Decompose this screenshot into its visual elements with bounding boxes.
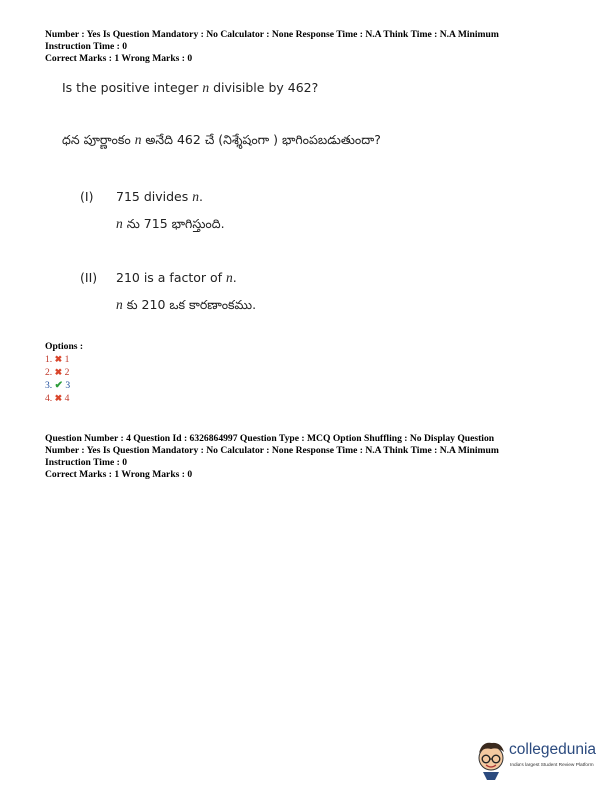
meta-line: Number : Yes Is Question Mandatory : No Calculator : None Response Time : N.A Think Time : N.A Minimum — [45, 445, 499, 456]
statement-1-label: (I) — [80, 189, 94, 204]
variable-n: n — [202, 80, 210, 95]
options-heading: Options : — [45, 341, 84, 352]
variable-n: n — [226, 270, 233, 285]
question-meta — [45, 29, 575, 65]
meta-line: Question Number : 4 Question Id : 6326864997 Question Type : MCQ Option Shuffling : No Display Question — [45, 433, 495, 444]
question-telugu: ధన పూర్ణాంకం n అనేది 462 చే (నిశ్శేషంగా ) భాగింపబడుతుందా? — [62, 132, 381, 147]
next-question-meta — [45, 433, 575, 481]
variable-n: n — [192, 189, 199, 204]
cross-icon: ✖ — [54, 367, 63, 377]
option-4: 4. ✖ 4 — [45, 393, 70, 404]
statement-2-telugu: n కు 210 ఒక కారణాంకము. — [116, 297, 257, 312]
option-1: 1. ✖ 1 — [45, 354, 70, 365]
cross-icon: ✖ — [54, 393, 63, 403]
statement-1-english: 715 divides n. — [116, 189, 203, 204]
brand-name: collegedunia — [509, 741, 597, 758]
meta-line: Correct Marks : 1 Wrong Marks : 0 — [45, 53, 193, 64]
brand-tagline: India's largest Student Review Platform — [510, 763, 594, 768]
statement-1-telugu: n ను 715 భాగిస్తుంది. — [116, 216, 225, 231]
option-2: 2. ✖ 2 — [45, 367, 70, 378]
variable-n: n — [116, 297, 123, 312]
meta-line: Correct Marks : 1 Wrong Marks : 0 — [45, 469, 193, 480]
check-icon: ✔ — [54, 380, 63, 391]
meta-line: Number : Yes Is Question Mandatory : No Calculator : None Response Time : N.A Think Time : N.A Minimum — [45, 29, 499, 40]
statement-2-english: 210 is a factor of n. — [116, 270, 237, 285]
variable-n: n — [116, 216, 123, 231]
meta-line: Instruction Time : 0 — [45, 41, 127, 52]
variable-n: n — [134, 132, 142, 147]
question-english: Is the positive integer n divisible by 462? — [62, 80, 319, 95]
option-3: 3. ✔ 3 — [45, 380, 71, 391]
meta-line: Instruction Time : 0 — [45, 457, 127, 468]
cross-icon: ✖ — [54, 354, 63, 364]
options-list — [45, 340, 83, 405]
mascot-icon — [479, 743, 504, 780]
statement-2-label: (II) — [80, 270, 98, 285]
